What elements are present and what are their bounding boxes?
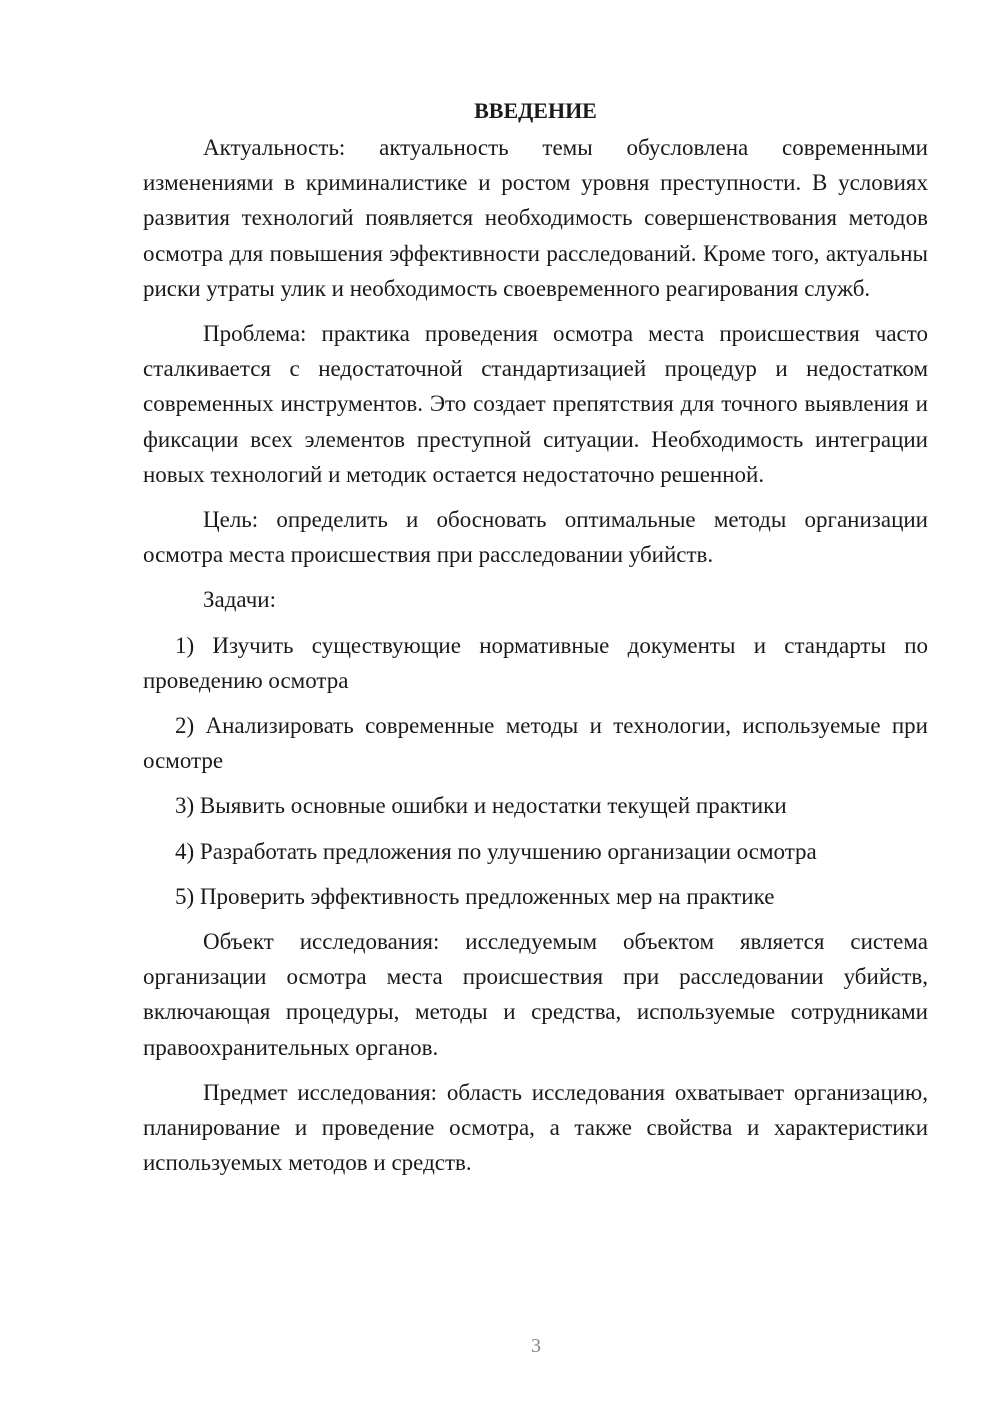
tasks-label: Задачи:: [203, 587, 276, 613]
page-content: [143, 96, 928, 1180]
paragraph-goal: Цель: определить и обосновать оптимальные методы организации осмотра места происшествия при расследовании убийств.: [143, 507, 928, 568]
task-item: 5) Проверить эффективность предложенных мер на практике: [175, 883, 775, 909]
tasks-list: [143, 628, 928, 914]
task-item: 1) Изучить существующие нормативные документы и стандарты по проведению осмотра: [143, 632, 928, 693]
task-item: 2) Анализировать современные методы и технологии, используемые при осмотре: [143, 713, 928, 774]
task-item: 4) Разработать предложения по улучшению организации осмотра: [175, 838, 817, 864]
paragraph-relevance: Актуальность: актуальность темы обусловлена современными изменениями в криминалистике и ростом уровня преступности. В условиях развития технологий появляется необходимость совершенствования методов осмотра для повышения эффективности расследований. Кроме того, актуальны риски утраты улик и необходимость своевременного реагирования служб.: [143, 135, 928, 301]
paragraph-problem: Проблема: практика проведения осмотра места происшествия часто сталкивается с недостаточной стандартизацией процедур и недостатком современных инструментов. Это создает препятствия для точного выявления и фиксации всех элементов преступной ситуации. Необходимость интеграции новых технологий и методик остается недостаточно решенной.: [143, 321, 928, 487]
paragraph-subject: Предмет исследования: область исследования охватывает организацию, планирование и проведение осмотра, а также свойства и характеристики используемых методов и средств.: [143, 1079, 928, 1176]
page-number: 3: [531, 1335, 541, 1357]
paragraph-object: Объект исследования: исследуемым объектом является система организации осмотра места происшествия при расследовании убийств, включающая процедуры, методы и средства, используемые сотрудниками правоохранительных органов.: [143, 929, 928, 1060]
task-item: 3) Выявить основные ошибки и недостатки текущей практики: [175, 793, 787, 819]
section-heading: ВВЕДЕНИЕ: [474, 98, 597, 123]
